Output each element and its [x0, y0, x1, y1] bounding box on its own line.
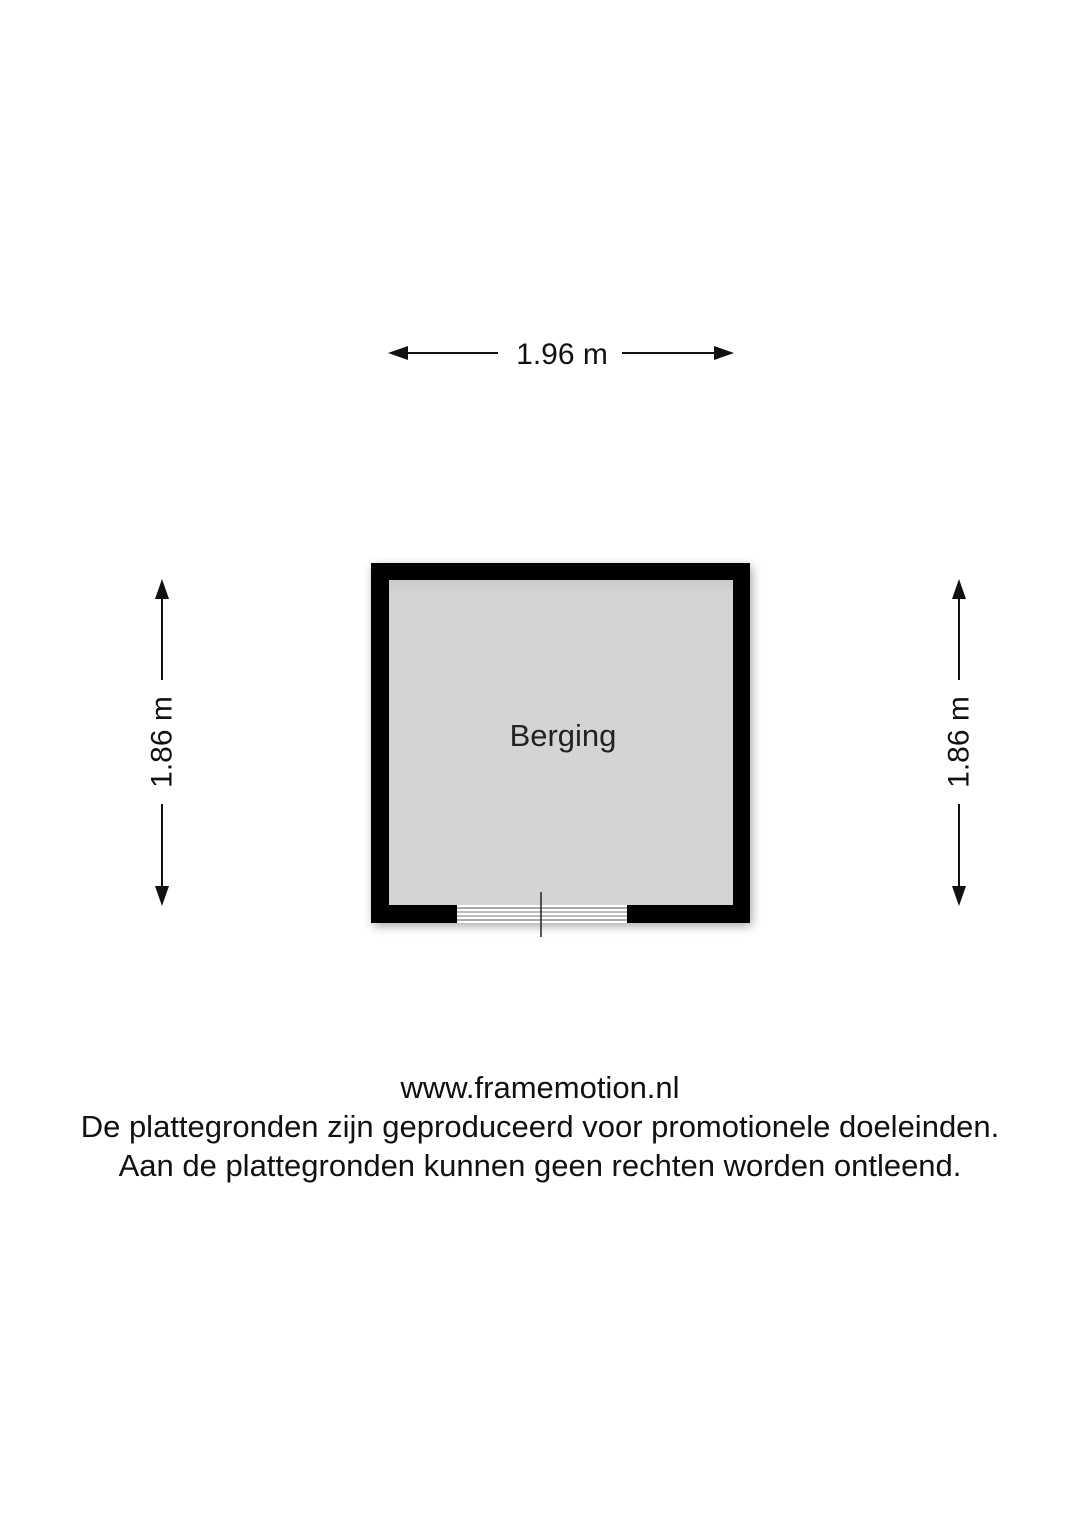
- width-dimension: [388, 338, 734, 371]
- footer: [0, 1068, 1080, 1185]
- arrow-down-icon: [952, 886, 966, 906]
- right-height-label: 1.86 m: [942, 696, 976, 788]
- arrow-right-icon: [714, 346, 734, 360]
- disclaimer-line-2: Aan de plattegronden kunnen geen rechten worden ontleend.: [118, 1148, 962, 1183]
- room-name-label: Berging: [509, 718, 617, 753]
- room-berging: [371, 563, 750, 937]
- right-height-dimension: [943, 579, 976, 906]
- left-height-dimension: [146, 579, 179, 906]
- width-dimension-label: 1.96 m: [516, 338, 608, 371]
- website-link[interactable]: www.framemotion.nl: [400, 1070, 680, 1105]
- arrow-down-icon: [155, 886, 169, 906]
- left-height-label: 1.86 m: [145, 696, 179, 788]
- arrow-left-icon: [388, 346, 408, 360]
- disclaimer-line-1: De plattegronden zijn geproduceerd voor promotionele doeleinden.: [80, 1109, 1000, 1144]
